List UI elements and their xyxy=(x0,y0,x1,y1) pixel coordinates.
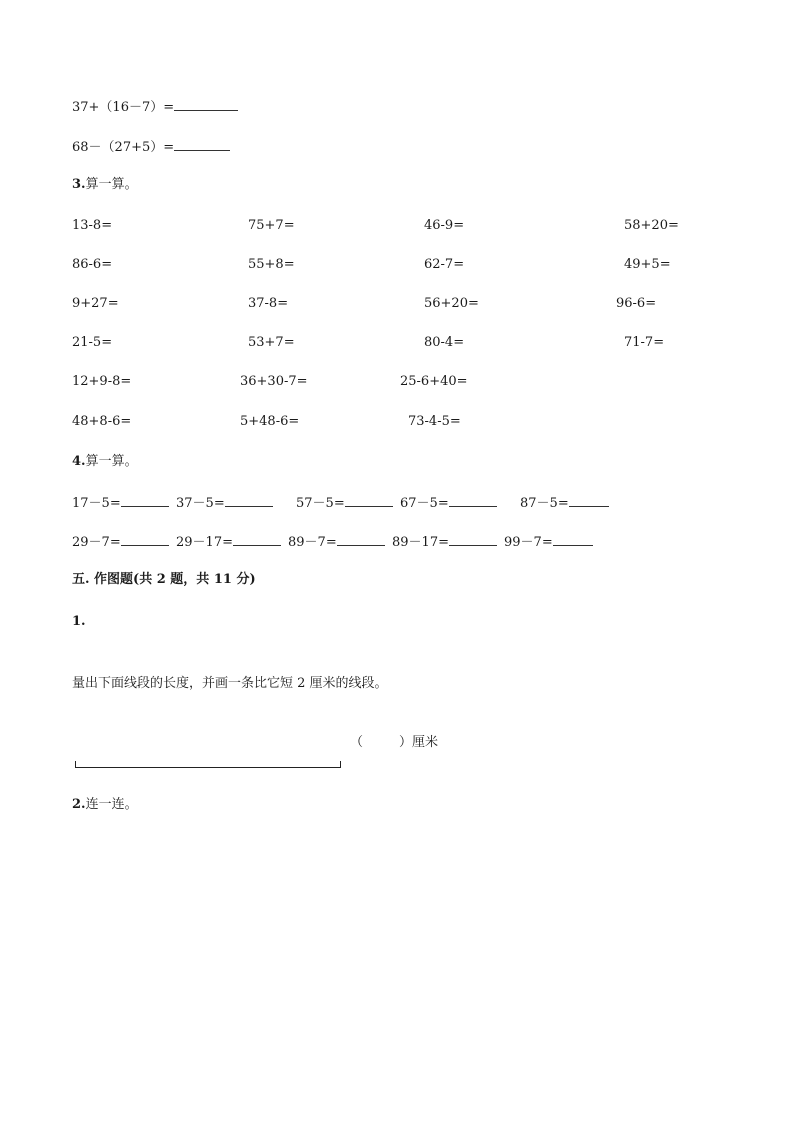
calc-item: 9+27= xyxy=(72,296,119,311)
question-number: 3. xyxy=(72,177,86,192)
bracket-open: （ xyxy=(350,735,364,750)
calc-item: 73-4-5= xyxy=(408,414,461,429)
calc-item: 21-5= xyxy=(72,335,113,350)
calc-item: 5+48-6= xyxy=(240,414,300,429)
answer-bracket xyxy=(350,735,438,751)
calc-text: 29－17= xyxy=(176,535,233,550)
calc-item xyxy=(288,533,385,551)
equation-text: 68－（27+5）= xyxy=(72,140,175,155)
calc-item: 13-8= xyxy=(72,218,113,233)
calc-item: 55+8= xyxy=(248,257,295,272)
calc-item: 25-6+40= xyxy=(400,374,468,389)
answer-blank[interactable] xyxy=(449,494,497,507)
calc-item: 56+20= xyxy=(424,296,479,311)
answer-blank[interactable] xyxy=(233,533,281,546)
answer-blank[interactable] xyxy=(345,494,393,507)
line-segment xyxy=(75,764,341,768)
calc-text: 17－5= xyxy=(72,496,121,511)
calc-item: 48+8-6= xyxy=(72,414,132,429)
calc-item xyxy=(400,494,497,512)
calc-item: 49+5= xyxy=(624,257,671,272)
question-text: 连一连。 xyxy=(85,797,138,812)
calc-text: 89－17= xyxy=(392,535,449,550)
answer-blank[interactable] xyxy=(121,533,169,546)
calc-item: 46-9= xyxy=(424,218,465,233)
question-2 xyxy=(72,797,138,813)
calc-item xyxy=(72,533,169,551)
calc-item: 37-8= xyxy=(248,296,289,311)
calc-item xyxy=(176,533,281,551)
section-4-title xyxy=(72,454,138,470)
segment-endpoint xyxy=(75,761,76,768)
calc-item xyxy=(296,494,393,512)
answer-blank[interactable] xyxy=(553,533,593,546)
calc-item: 71-7= xyxy=(624,335,665,350)
calc-item: 53+7= xyxy=(248,335,295,350)
equation-line xyxy=(72,98,238,116)
answer-blank[interactable] xyxy=(174,138,230,151)
calc-text: 57－5= xyxy=(296,496,345,511)
calc-text: 67－5= xyxy=(400,496,449,511)
question-text: 量出下面线段的长度，并画一条比它短 2 厘米的线段。 xyxy=(72,676,388,691)
calc-text: 99－7= xyxy=(504,535,553,550)
calc-item: 86-6= xyxy=(72,257,113,272)
calc-item xyxy=(392,533,497,551)
calc-item: 36+30-7= xyxy=(240,374,308,389)
bracket-close-unit: ）厘米 xyxy=(399,735,439,750)
answer-blank[interactable] xyxy=(121,494,169,507)
calc-text: 29－7= xyxy=(72,535,121,550)
calc-item: 96-6= xyxy=(616,296,657,311)
answer-blank[interactable] xyxy=(225,494,273,507)
calc-item xyxy=(72,494,169,512)
question-number: 1. xyxy=(72,614,86,629)
equation-text: 37+（16－7）= xyxy=(72,100,175,115)
calc-text: 87－5= xyxy=(520,496,569,511)
calc-item: 58+20= xyxy=(624,218,679,233)
calc-item: 62-7= xyxy=(424,257,465,272)
calc-text: 89－7= xyxy=(288,535,337,550)
answer-blank[interactable] xyxy=(337,533,385,546)
calc-item xyxy=(176,494,273,512)
question-number: 2. xyxy=(72,797,86,812)
calc-item xyxy=(520,494,609,512)
calc-item: 12+9-8= xyxy=(72,374,132,389)
section-heading: 五. 作图题(共 2 题，共 11 分) xyxy=(72,572,256,587)
equation-line xyxy=(72,138,230,156)
calc-text: 37－5= xyxy=(176,496,225,511)
segment-endpoint xyxy=(340,761,341,768)
answer-blank[interactable] xyxy=(569,494,609,507)
question-text: 算一算。 xyxy=(85,177,138,192)
calc-item: 80-4= xyxy=(424,335,465,350)
question-number: 4. xyxy=(72,454,86,469)
answer-blank[interactable] xyxy=(449,533,497,546)
answer-blank[interactable] xyxy=(174,98,238,111)
question-text: 算一算。 xyxy=(85,454,138,469)
calc-item xyxy=(504,533,593,551)
section-3-title xyxy=(72,177,138,193)
calc-item: 75+7= xyxy=(248,218,295,233)
